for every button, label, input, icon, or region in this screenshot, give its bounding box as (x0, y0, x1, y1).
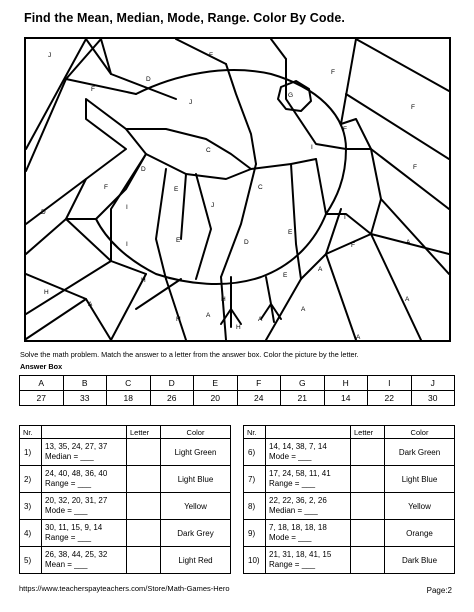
problem-question: Median = ___ (45, 452, 94, 461)
region-letter: F (91, 86, 95, 93)
problem-number: 5) (20, 547, 42, 574)
problem-question: Median = ___ (269, 506, 318, 515)
region-letter: H (44, 289, 49, 296)
problem-question: Mode = ___ (269, 452, 312, 461)
region-letter: F (411, 104, 415, 111)
color-name: Light Red (161, 547, 231, 574)
problem-text (266, 439, 351, 466)
letter-answer-cell[interactable] (127, 493, 161, 520)
region-letter: F (209, 52, 213, 59)
region-letter: A (356, 334, 361, 340)
region-letter: E (174, 186, 179, 193)
answer-value: 26 (150, 391, 194, 406)
region-letter: G (288, 92, 294, 99)
footer-url: https://www.teacherspayteachers.com/Store/Math-Games-Hero (19, 584, 230, 593)
problem-numbers: 14, 14, 38, 7, 14 (269, 442, 327, 451)
problem-numbers: 26, 38, 44, 25, 32 (45, 550, 108, 559)
problem-row (244, 520, 455, 547)
region-letter: I (126, 204, 128, 211)
region-letter: D (244, 239, 249, 246)
region-letter: D (41, 209, 46, 216)
answer-letter: G (281, 376, 325, 391)
problem-number: 1) (20, 439, 42, 466)
color-name: Light Green (161, 439, 231, 466)
region-letter: H (141, 277, 146, 284)
region-letter: I (344, 214, 346, 221)
region-letter: A (406, 239, 411, 246)
answer-box-label: Answer Box (20, 362, 63, 371)
color-name: Dark Blue (385, 547, 455, 574)
problem-row (20, 439, 231, 466)
region-letter: D (146, 76, 151, 83)
letter-header: Letter (127, 426, 161, 439)
answer-value: 18 (107, 391, 151, 406)
region-letter: A (301, 306, 306, 313)
color-name: Orange (385, 520, 455, 547)
region-letter: F (413, 164, 417, 171)
letter-answer-cell[interactable] (351, 520, 385, 547)
color-header: Color (385, 426, 455, 439)
region-letter: H (221, 296, 226, 303)
problem-text (266, 520, 351, 547)
answer-value: 27 (20, 391, 64, 406)
problems-header-row (20, 426, 231, 439)
answer-letter: J (411, 376, 455, 391)
color-by-code-picture (24, 37, 451, 342)
problem-numbers: 7, 18, 18, 18, 18 (269, 523, 327, 532)
region-letter: H (176, 316, 181, 323)
color-header: Color (161, 426, 231, 439)
answer-value: 20 (194, 391, 238, 406)
answer-letter: C (107, 376, 151, 391)
problem-row (244, 493, 455, 520)
nr-header: Nr. (244, 426, 266, 439)
problem-number: 8) (244, 493, 266, 520)
answer-letter: D (150, 376, 194, 391)
letter-answer-cell[interactable] (351, 439, 385, 466)
letter-answer-cell[interactable] (351, 493, 385, 520)
color-name: Dark Green (385, 439, 455, 466)
region-letter: H (236, 324, 241, 331)
region-letter: A (318, 266, 323, 273)
problem-numbers: 22, 22, 36, 2, 26 (269, 496, 327, 505)
problem-text (42, 547, 127, 574)
answer-letter: B (63, 376, 107, 391)
problem-number: 6) (244, 439, 266, 466)
problem-number: 2) (20, 466, 42, 493)
problem-number: 3) (20, 493, 42, 520)
problem-row (20, 547, 231, 574)
letter-answer-cell[interactable] (127, 520, 161, 547)
problem-text (42, 466, 127, 493)
letter-answer-cell[interactable] (127, 466, 161, 493)
problem-numbers: 24, 40, 48, 36, 40 (45, 469, 108, 478)
problem-header (42, 426, 127, 439)
answer-letter: I (368, 376, 412, 391)
region-letter: A (206, 312, 211, 319)
problem-question: Range = ___ (269, 560, 316, 569)
color-name: Yellow (385, 493, 455, 520)
problem-numbers: 21, 31, 18, 41, 15 (269, 550, 332, 559)
problem-text (266, 547, 351, 574)
problem-row (20, 466, 231, 493)
problem-question: Mode = ___ (45, 506, 88, 515)
region-letter: F (331, 69, 335, 76)
letter-header: Letter (351, 426, 385, 439)
answer-box-letters-row (20, 376, 455, 391)
answer-box-table (19, 375, 455, 406)
problem-question: Mode = ___ (269, 533, 312, 542)
region-letter: E (288, 229, 293, 236)
problem-text (266, 466, 351, 493)
color-name: Light Blue (385, 466, 455, 493)
region-letter: I (311, 144, 313, 151)
bird-drawing (26, 39, 449, 340)
problem-question: Range = ___ (45, 479, 92, 488)
nr-header: Nr. (20, 426, 42, 439)
problem-row (20, 493, 231, 520)
problem-question: Range = ___ (45, 533, 92, 542)
region-letter: J (48, 52, 52, 59)
problem-number: 7) (244, 466, 266, 493)
problem-numbers: 20, 32, 20, 31, 27 (45, 496, 108, 505)
region-letter: C (258, 184, 263, 191)
instructions-text: Solve the math problem. Match the answer to a letter from the answer box. Color the picture by the letter. (20, 350, 359, 359)
region-letter: A (405, 296, 410, 303)
problems-header-row (244, 426, 455, 439)
region-letter: E (283, 272, 288, 279)
problem-text (266, 493, 351, 520)
problems-table-right (243, 425, 455, 574)
problem-numbers: 30, 11, 15, 9, 14 (45, 523, 103, 532)
answer-value: 21 (281, 391, 325, 406)
problem-question: Range = ___ (269, 479, 316, 488)
answer-letter: E (194, 376, 238, 391)
answer-letter: H (324, 376, 368, 391)
answer-value: 33 (63, 391, 107, 406)
problem-row (244, 439, 455, 466)
problem-row (244, 547, 455, 574)
region-letter: J (189, 99, 193, 106)
letter-answer-cell[interactable] (127, 547, 161, 574)
letter-answer-cell[interactable] (127, 439, 161, 466)
page-number: Page:2 (426, 586, 452, 595)
answer-value: 30 (411, 391, 455, 406)
answer-box-values-row (20, 391, 455, 406)
color-name: Yellow (161, 493, 231, 520)
problem-text (42, 493, 127, 520)
answer-value: 22 (368, 391, 412, 406)
problem-number: 4) (20, 520, 42, 547)
problem-text (42, 520, 127, 547)
problem-question: Mean = ___ (45, 560, 88, 569)
problem-text (42, 439, 127, 466)
color-name: Dark Grey (161, 520, 231, 547)
answer-value: 24 (237, 391, 281, 406)
problems-table-left (19, 425, 231, 574)
region-letter: J (211, 202, 215, 209)
region-letter: C (206, 147, 211, 154)
region-letter: I (126, 241, 128, 248)
problem-header (266, 426, 351, 439)
page-title: Find the Mean, Median, Mode, Range. Color By Code. (24, 11, 345, 25)
answer-letter: F (237, 376, 281, 391)
letter-answer-cell[interactable] (351, 547, 385, 574)
answer-value: 14 (324, 391, 368, 406)
region-letter: F (351, 242, 355, 249)
color-name: Light Blue (161, 466, 231, 493)
problem-number: 10) (244, 547, 266, 574)
region-letter: F (104, 184, 108, 191)
problem-numbers: 13, 35, 24, 27, 37 (45, 442, 108, 451)
problem-row (20, 520, 231, 547)
problem-numbers: 17, 24, 58, 11, 41 (269, 469, 331, 478)
region-letter: D (141, 166, 146, 173)
region-letter: A (258, 316, 263, 323)
answer-letter: A (20, 376, 64, 391)
problem-row (244, 466, 455, 493)
letter-answer-cell[interactable] (351, 466, 385, 493)
problem-number: 9) (244, 520, 266, 547)
region-letter: F (343, 126, 347, 133)
region-letter: A (88, 301, 93, 308)
region-letter: E (176, 237, 181, 244)
